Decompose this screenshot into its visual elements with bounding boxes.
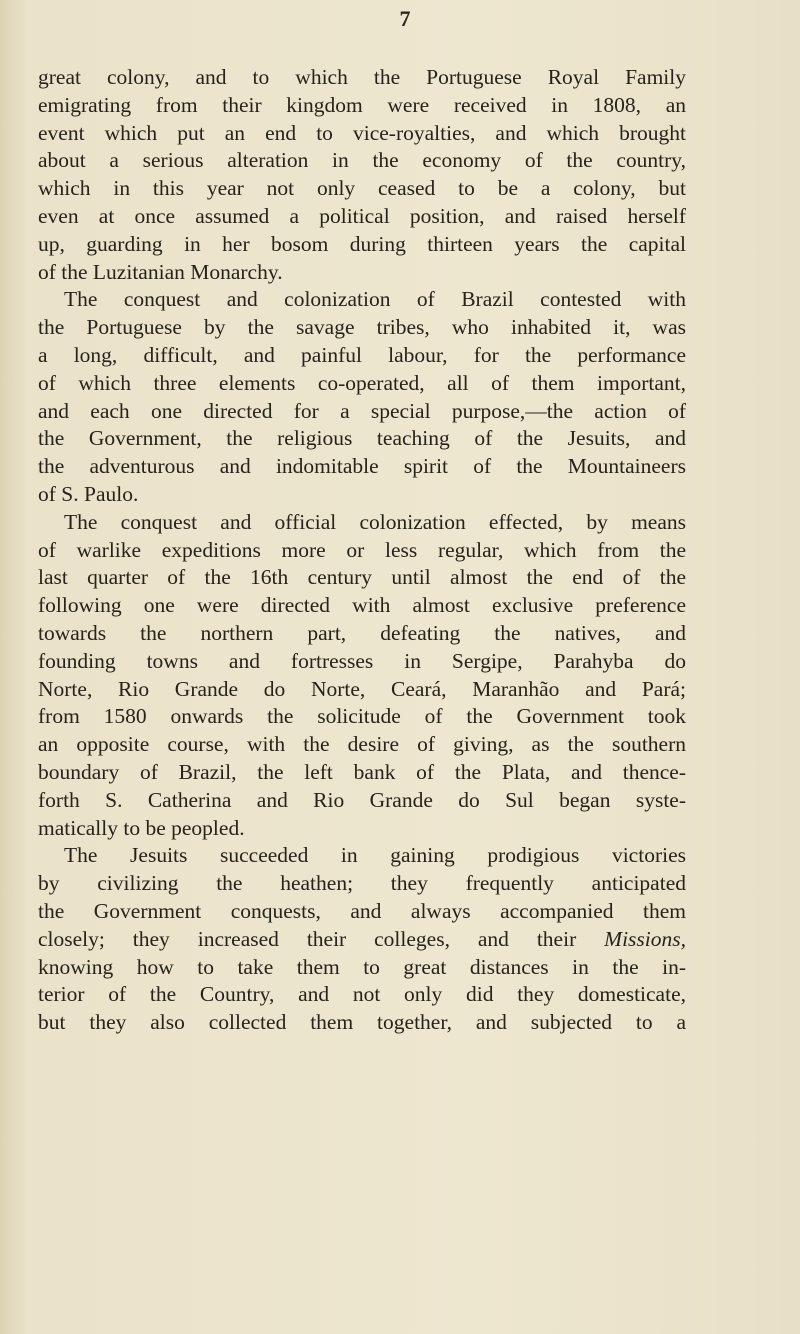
text-line: towards the northern part, defeating the natives, and	[38, 620, 686, 645]
text-line: by civilizing the heathen; they frequently anticipated	[38, 871, 686, 896]
text-line: of S. Paulo.	[38, 481, 139, 506]
text-line: Norte, Rio Grande do Norte, Ceará, Maranhão and Pará;	[38, 676, 686, 701]
text-line: and each one directed for a special purpose,—the action of	[38, 398, 686, 423]
paragraph-1	[38, 64, 686, 286]
text-line: great colony, and to which the Portuguese Royal Family	[38, 65, 686, 89]
text-line: boundary of Brazil, the left bank of the Plata, and thence-	[38, 759, 686, 784]
text-line: terior of the Country, and not only did they domesticate,	[38, 982, 686, 1007]
text-line: the Government, the religious teaching of the Jesuits, and	[38, 426, 686, 451]
text-line: of which three elements co-operated, all of them important,	[38, 370, 686, 395]
text-line: the Portuguese by the savage tribes, who inhabited it, was	[38, 315, 686, 340]
text-segment: closely; they increased their colleges, and their	[38, 926, 577, 951]
text-line: founding towns and fortresses in Sergipe, Parahyba do	[38, 648, 686, 673]
paragraph-3	[38, 509, 686, 843]
text-line: which in this year not only ceased to be a colony, but	[38, 176, 686, 201]
text-line: the adventurous and indomitable spirit of the Mountaineers	[38, 454, 686, 479]
text-line: forth S. Catherina and Rio Grande do Sul began syste-	[38, 787, 686, 812]
paragraph-2	[38, 286, 686, 508]
text-line: emigrating from their kingdom were received in 1808, an	[38, 92, 686, 117]
text-line-with-italic	[38, 926, 686, 954]
text-line: even at once assumed a political position, and raised herself	[38, 203, 686, 228]
text-line: about a serious alteration in the economy of the country,	[38, 148, 686, 173]
text-line: up, guarding in her bosom during thirteen years the capital	[38, 231, 686, 256]
text-line: following one were directed with almost exclusive preference	[38, 593, 686, 618]
paragraph-4	[38, 842, 686, 1037]
text-line: The Jesuits succeeded in gaining prodigious victories	[64, 843, 686, 868]
text-line: a long, difficult, and painful labour, for the performance	[38, 342, 686, 367]
text-line: the Government conquests, and always accompanied them	[38, 898, 686, 923]
text-line: of the Luzitanian Monarchy.	[38, 259, 283, 284]
text-line: The conquest and colonization of Brazil contested with	[64, 287, 686, 312]
text-line: knowing how to take them to great distances in the in-	[38, 954, 686, 979]
text-line: from 1580 onwards the solicitude of the Government took	[38, 704, 686, 729]
text-line: The conquest and official colonization effected, by means	[64, 509, 686, 534]
text-line: an opposite course, with the desire of giving, as the southern	[38, 732, 686, 757]
page-number: 7	[399, 6, 411, 31]
text-line: of warlike expeditions more or less regular, which from the	[38, 537, 686, 562]
body-text	[38, 64, 686, 1037]
text-line: last quarter of the 16th century until almost the end of the	[38, 565, 686, 590]
text-line: event which put an end to vice-royalties, and which brought	[38, 120, 686, 145]
text-line: but they also collected them together, and subjected to a	[38, 1010, 686, 1035]
text-line: matically to be peopled.	[38, 815, 245, 840]
italic-word: Missions,	[604, 926, 687, 951]
